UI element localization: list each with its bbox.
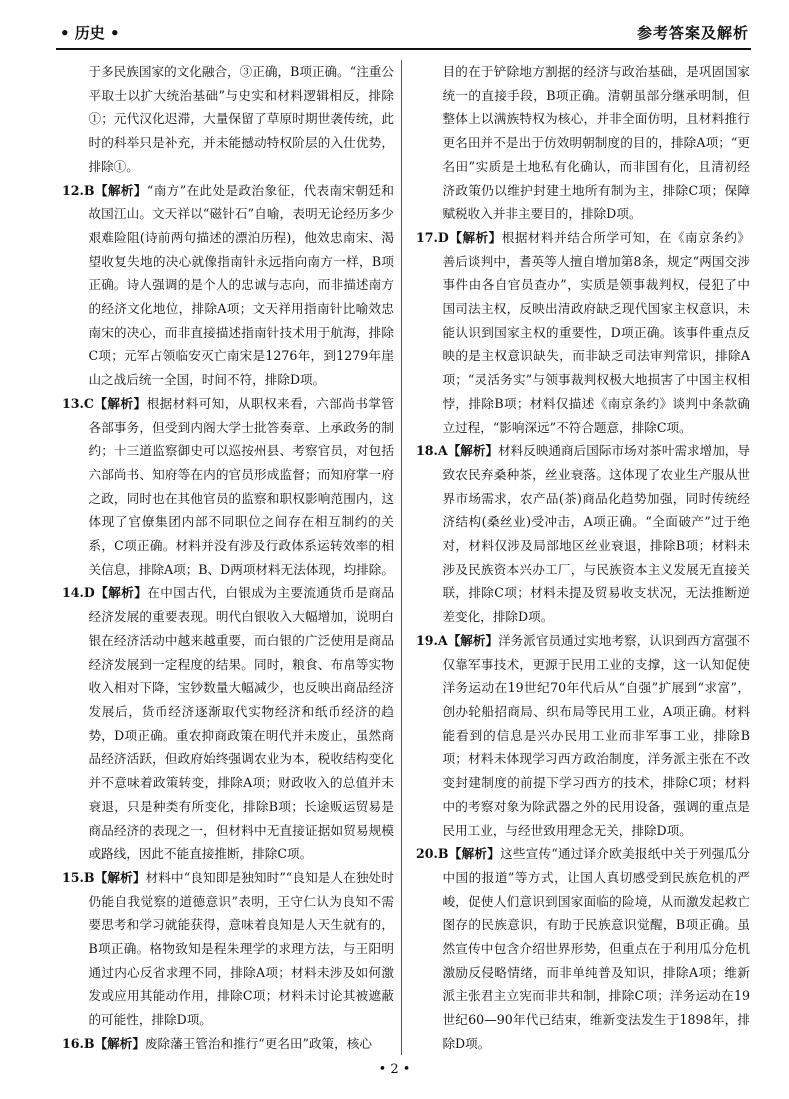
answer-text: 废除藩王管治和推行“更名田”政策，核心: [144, 1035, 372, 1051]
question-number: 19.A: [416, 632, 448, 648]
question-number: 12.B: [62, 182, 95, 198]
answer-item: [62, 392, 394, 582]
answer-text: 在中国古代，白银成为主要流通货币是商品经济发展的重要表现。明代白银收入大幅增加，说明白银在经济活动中越来越重要，而白银的广泛使用是商品经济发展到一定程度的结果。同时，粮食、布帛等实物收入相对下降，宝钞数量大幅减少，也反映出商品经济发展后，货币经济逐渐取代实物经济和纸币经济的趋势，D项正确。重农抑商政策在明代并未废止，虽然商品经济活跃，但政府始终强调农业为本，税收结构变化并不意味着政策转变，排除A项；财政收入的总值并未衰退，只是种类有所变化，排除B项；长途贩运贸易是商品经济的表现之一，但材料中无直接证据如贸易规模或路线，因此不能直接推断，排除C项。: [88, 585, 395, 862]
subject-label: • 历史 •: [60, 24, 120, 42]
question-number: 16.B: [62, 1035, 95, 1051]
left-column: [62, 60, 394, 1056]
answer-text: 材料反映通商后国际市场对茶叶需求增加，导致农民弃桑种茶，丝业衰落。这体现了农业生产服从世界市场需求，农产品(茶)商品化趋势加强，同时传统经济结构(桑丝业)受冲击，A项正确。“全面破产”过于绝对，材料仅涉及局部地区丝业衰退，排除B项；材料未涉及民族资本兴办工厂，与民族资本主义发展无直接关联，排除C项；材料未提及贸易收支状况，无法推断逆差变化，排除D项。: [442, 443, 751, 625]
answer-item: [62, 1032, 394, 1056]
answer-item: [62, 179, 394, 392]
question-number: 15.B: [62, 869, 95, 885]
analysis-tag: 【解析】: [447, 632, 499, 648]
question-number: 17.D: [416, 229, 449, 245]
answer-item: [416, 629, 750, 842]
analysis-tag: 【解析】: [94, 585, 148, 601]
analysis-tag: 【解析】: [93, 395, 147, 411]
column-divider: [401, 60, 402, 1055]
answer-text: 材料中“良知即是独知时”“良知是人在独处时仍能自我觉察的道德意识”表明，王守仁认为良知不需要思考和学习就能获得，意味着良知是人天生就有的，B项正确。格物致知是程朱理学的求理方法，与王阳明通过内心反省求理不同，排除A项；材料未涉及如何激发或应用其能动作用，排除C项；材料未讨论其被遮蔽的可能性，排除D项。: [88, 869, 394, 1028]
answer-text: 目的在于铲除地方割据的经济与政治基础，是巩固国家统一的直接手段，B项正确。清朝虽部分继承明制，但整体上以满族特权为核心，并非全面仿明，且材料推行更名田并不是出于仿效明朝制度的目的，排除A项；“更名田”实质是土地私有化确认，而非国有化，且清初经济政策仍以维护封建土地所有制为主，排除C项；保障赋税收入并非主要目的，排除D项。: [442, 64, 750, 222]
answer-item: [416, 842, 750, 1055]
answer-item: [62, 581, 394, 865]
answer-continuation: [62, 60, 394, 179]
answer-item: [62, 866, 394, 1032]
analysis-tag: 【解析】: [448, 846, 501, 862]
answer-item: [416, 226, 750, 439]
question-number: 14.D: [62, 585, 95, 601]
analysis-tag: 【解析】: [94, 869, 146, 885]
question-number: 20.B: [416, 846, 449, 862]
answer-text: 洋务派官员通过实地考察，认识到西方富强不仅靠军事技术，更源于民用工业的支撑，这一认知促使洋务运动在19世纪70年代后从“自强”扩展到“求富”，创办轮船招商局、织布局等民用工业，A项正确。材料能看到的信息是兴办民用工业而非军事工业，排除B项；材料未体现学习西方政治制度，洋务派主张在不改变封建制度的前提下学习西方的技术，排除C项；材料中的考察对象为除武器之外的民用设备，强调的重点是民用工业，与经世致用理念无关，排除D项。: [442, 632, 751, 838]
question-number: 13.C: [62, 395, 94, 411]
answer-text: 于多民族国家的文化融合，③正确，B项正确。“注重公平取士以扩大统治基础”与史实和材料逻辑相反，排除①；元代汉化迟滞，大量保留了草原时期世袭传统，此时的科举只是补充，并未能撼动特权阶层的入仕优势，排除①。: [88, 64, 394, 174]
analysis-tag: 【解析】: [94, 182, 147, 198]
answer-item: [416, 439, 750, 629]
answer-text: 这些宣传“通过译介欧美报纸中关于列强瓜分中国的报道”等方式，让国人真切感受到民族危机的严峻，促使人们意识到国家面临的险境，从而激发起救亡图存的民族意识，有助于民族意识觉醒，B项正确。虽然宣传中包含介绍世界形势，但重点在于利用瓜分危机激励反侵略情绪，而非单纯普及知识，排除A项；维新派主张君主立宪而非共和制，排除C项；洋务运动在19世纪60—90年代已结束，维新变法发生于1898年，排除D项。: [442, 846, 751, 1051]
analysis-tag: 【解析】: [94, 1035, 145, 1051]
answer-continuation: [416, 60, 750, 226]
page-header: [56, 14, 751, 50]
analysis-tag: 【解析】: [447, 443, 499, 459]
question-number: 18.A: [416, 443, 448, 459]
page-number: • 2 •: [378, 1062, 411, 1077]
answer-text: “南方”在此处是政治象征，代表南宋朝廷和故国江山。文天祥以“磁针石”自喻，表明无论经历多少艰难险阻(诗前两句描述的漂泊历程)，他效忠南宋、渴望收复失地的决心就像指南针永远指向南方一样，B项正确。诗人强调的是个人的忠诚与志向，而非描述南方的经济文化地位，排除A项；文天祥用指南针比喻效忠南宋的决心，而非直接描述指南针技术用于航海，排除C项；元军占领临安灭亡南宋是1276年，到1279年崖山之战后统一全国，时间不符，排除D项。: [88, 182, 394, 388]
answer-text: 根据材料并结合所学可知，在《南京条约》善后谈判中，耆英等人擅自增加第8条，规定“两国交涉事件由各自官员查办”，实质是领事裁判权，侵犯了中国司法主权，反映出清政府缺乏现代国家主权意识，未能认识到国家主权的重要性，D项正确。该事件重点反映的是主权意识缺失，而非缺乏司法审判常识，排除A项；“灵活务实”与领事裁判权极大地损害了中国主权相悖，排除B项；材料仅描述《南京条约》谈判中条款确立过程，“影响深远”不符合题意，排除C项。: [442, 229, 750, 435]
analysis-tag: 【解析】: [448, 229, 502, 245]
header-title: 参考答案及解析: [636, 24, 749, 42]
right-column: [416, 60, 750, 1056]
answer-text: 根据材料可知，从职权来看，六部尚书掌管各部事务，但受到内阁大学士批答奏章、上承政务的制约；十三道监察御史可以巡按州县、考察官员，对包括六部尚书、知府等在内的官员形成监督；而知府掌一府之政，同时也在其他官员的监察和职权影响范围内，这体现了官僚集团内部不同职位之间存在相互制约的关系，C项正确。材料并没有涉及行政体系运转效率的相关信息，排除A项；B、D两项材料无法体现，均排除。: [88, 395, 395, 577]
